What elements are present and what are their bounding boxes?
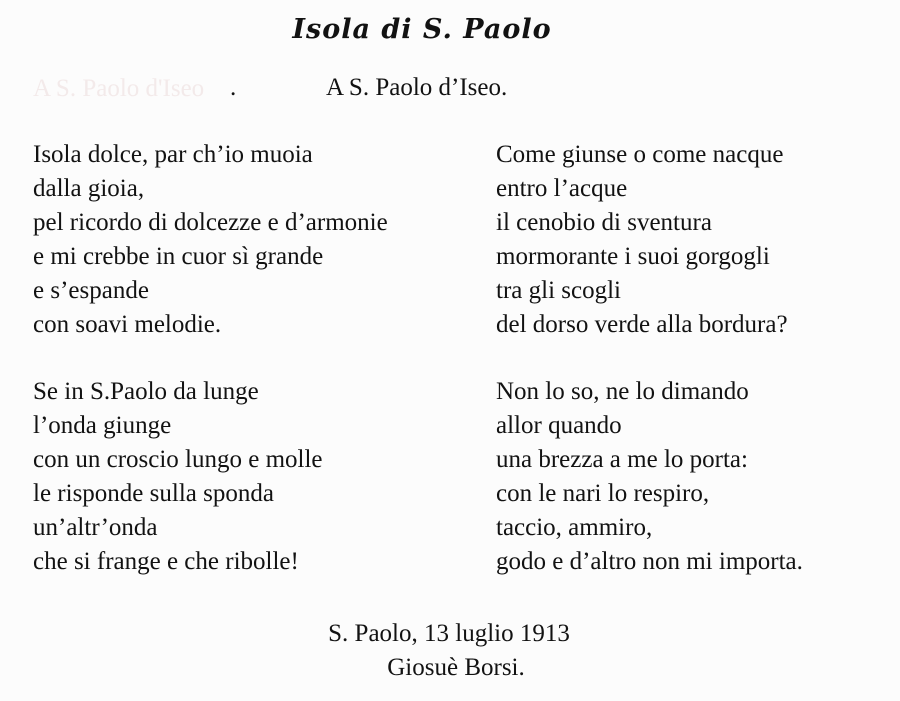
poem-left-column	[33, 138, 388, 579]
verse-line: Se in S.Paolo da lunge	[33, 378, 259, 405]
verse-line: Isola dolce, par ch’io muoia	[33, 141, 313, 168]
dedication: A S. Paolo d’Iseo.	[326, 74, 508, 101]
dedication-dot: .	[230, 74, 237, 101]
stanza-3	[33, 375, 388, 579]
verse-line: Non lo so, ne lo dimando	[496, 378, 749, 405]
verse-line: le risponde sulla sponda	[33, 480, 274, 507]
verse-line: e s’espande	[33, 277, 149, 304]
verse-line: taccio, ammiro,	[496, 514, 653, 541]
verse-line: che si frange e che ribolle!	[33, 548, 299, 575]
verse-line: del dorso verde alla bordura?	[496, 311, 788, 338]
poem-right-column	[496, 138, 803, 579]
author-name: Giosuè Borsi.	[387, 654, 525, 681]
faded-dedication-ghost: A S. Paolo d'Iseo	[33, 75, 205, 102]
verse-line: allor quando	[496, 412, 622, 439]
verse-line: un’altr’onda	[33, 514, 158, 541]
verse-line: Come giunse o come nacque	[496, 141, 784, 168]
verse-line: una brezza a me lo porta:	[496, 446, 748, 473]
stanza-4	[496, 375, 803, 579]
poem-title: Isola di S. Paolo	[292, 14, 552, 45]
verse-line: l’onda giunge	[33, 412, 172, 439]
verse-line: mormorante i suoi gorgogli	[496, 243, 770, 270]
stanza-2	[496, 138, 803, 342]
place-date: S. Paolo, 13 luglio 1913	[328, 620, 570, 647]
verse-line: con le nari lo respiro,	[496, 480, 710, 507]
verse-line: pel ricordo di dolcezze e d’armonie	[33, 209, 388, 236]
verse-line: dalla gioia,	[33, 175, 145, 202]
stanza-1	[33, 138, 388, 342]
verse-line: e mi crebbe in cuor sì grande	[33, 243, 324, 270]
verse-line: entro l’acque	[496, 175, 628, 202]
signature-block	[0, 617, 899, 685]
verse-line: godo e d’altro non mi importa.	[496, 548, 803, 575]
verse-line: con soavi melodie.	[33, 311, 222, 338]
verse-line: con un croscio lungo e molle	[33, 446, 323, 473]
verse-line: tra gli scogli	[496, 277, 621, 304]
verse-line: il cenobio di sventura	[496, 209, 712, 236]
